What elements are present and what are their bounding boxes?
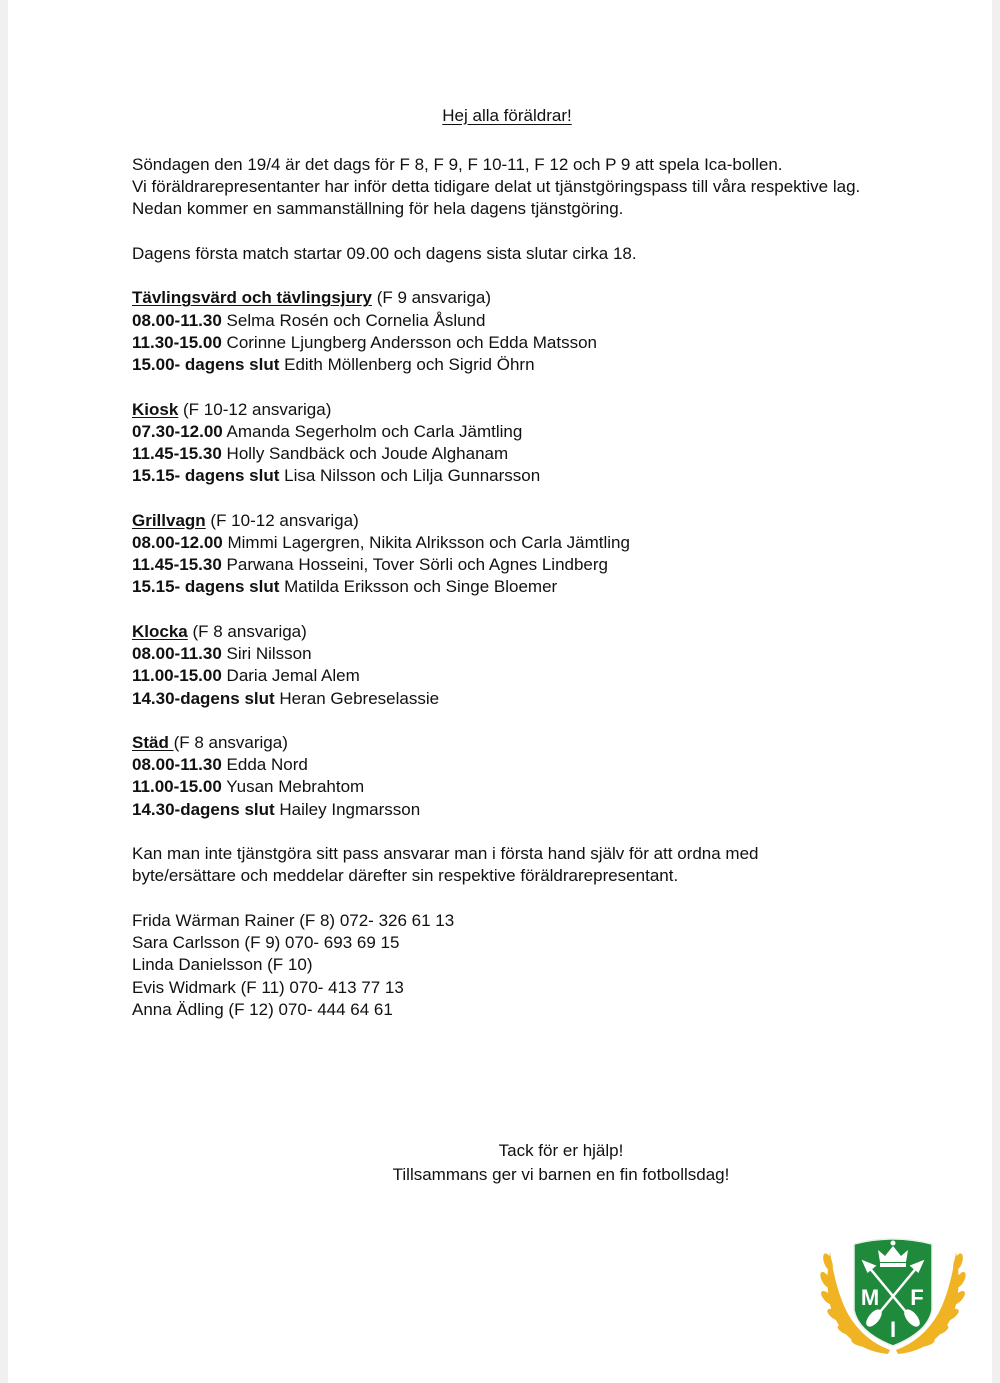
shift-names: Edith Möllenberg och Sigrid Öhrn [279, 355, 535, 375]
shift-row [132, 554, 862, 576]
shift-row [132, 332, 862, 354]
section-note: (F 10-12 ansvariga) [178, 399, 332, 419]
duty-section [132, 732, 862, 821]
shift-row [132, 465, 862, 487]
shift-time: 11.00-15.00 [132, 666, 222, 686]
shift-row [132, 688, 862, 710]
section-note: (F 8 ansvariga) [173, 733, 288, 752]
duty-section [132, 399, 862, 488]
logo-letter-m: M [860, 1285, 880, 1310]
shift-row [132, 310, 862, 332]
shift-names: Lisa Nilsson och Lilja Gunnarsson [279, 466, 541, 486]
shift-time: 11.00-15.00 [132, 777, 222, 797]
shift-time: 08.00-11.30 [132, 310, 222, 330]
shift-names: Holly Sandbäck och Joude Alghanam [221, 444, 509, 463]
section-title: Tävlingsvärd och tävlingsjury [132, 288, 372, 308]
section-title: Kiosk [132, 399, 179, 419]
contact-item: Sara Carlsson (F 9) 070- 693 69 15 [132, 933, 400, 953]
club-logo [818, 1232, 968, 1362]
shift-names: Matilda Eriksson och Singe Bloemer [279, 577, 558, 597]
responsibility-text: Kan man inte tjänstgöra sitt pass ansvarar man i första hand själv för att ordna med [132, 844, 759, 864]
shift-row [132, 443, 862, 465]
shift-time: 08.00-12.00 [132, 532, 223, 552]
contact-item: Linda Danielsson (F 10) [132, 955, 313, 975]
section-title: Klocka [132, 621, 188, 641]
shift-time: 08.00-11.30 [132, 644, 222, 664]
shift-names: Daria Jemal Alem [221, 666, 360, 686]
shift-row [132, 754, 862, 776]
logo-letter-i: I [889, 1317, 897, 1342]
logo-letter-f: F [910, 1285, 924, 1310]
thanks-line: Tillsammans ger vi barnen en fin fotbollsdag! [392, 1165, 730, 1184]
document-body [132, 154, 862, 1021]
shift-time: 11.45-15.30 [132, 444, 222, 463]
duty-section [132, 510, 862, 599]
contact-list [132, 910, 862, 1021]
page-title: Hej alla föräldrar! [442, 106, 572, 125]
shift-row [132, 532, 862, 554]
shift-time: 15.00- dagens slut [132, 355, 280, 375]
section-note: (F 10-12 ansvariga) [205, 510, 359, 530]
responsibility-text: byte/ersättare och meddelar därefter sin respektive föräldrarepresentant. [132, 866, 679, 886]
shift-time: 08.00-11.30 [132, 755, 222, 775]
shift-time: 15.15- dagens slut [132, 577, 280, 597]
shift-names: Amanda Segerholm och Carla Jämtling [222, 421, 523, 441]
intro-line: Nedan kommer en sammanställning för hela dagens tjänstgöring. [132, 199, 624, 219]
contact-item: Evis Widmark (F 11) 070- 413 77 13 [132, 977, 404, 997]
shift-names: Selma Rosén och Cornelia Åslund [221, 310, 486, 330]
shift-names: Edda Nord [221, 755, 308, 775]
duty-section [132, 287, 862, 376]
shift-time: 15.15- dagens slut [132, 466, 280, 486]
shift-names: Hailey Ingmarsson [274, 799, 421, 819]
intro-line: Söndagen den 19/4 är det dags för F 8, F 9, F 10-11, F 12 och P 9 att spela Ica-bollen. [132, 155, 783, 174]
shift-names: Corinne Ljungberg Andersson och Edda Matsson [221, 332, 597, 352]
shift-row [132, 776, 862, 798]
intro-line: Vi föräldrarepresentanter har inför detta tidigare delat ut tjänstgöringspass till våra respektive lag. [132, 177, 861, 197]
shift-row [132, 421, 862, 443]
section-note: (F 8 ansvariga) [187, 621, 307, 641]
shift-names: Siri Nilsson [221, 644, 312, 664]
shift-row [132, 576, 862, 598]
schedule-note: Dagens första match startar 09.00 och dagens sista slutar cirka 18. [132, 243, 637, 263]
contact-item: Anna Ädling (F 12) 070- 444 64 61 [132, 999, 393, 1019]
thanks-line: Tack för er hjälp! [498, 1141, 624, 1160]
shift-time: 11.45-15.30 [132, 555, 222, 575]
shift-names: Yusan Mebrahtom [221, 777, 365, 797]
shift-time: 14.30-dagens slut [132, 688, 275, 708]
section-title: Grillvagn [132, 510, 206, 530]
shift-row [132, 354, 862, 376]
shift-row [132, 799, 862, 821]
section-title: Städ [132, 733, 174, 752]
shift-row [132, 643, 862, 665]
shift-time: 07.30-12.00 [132, 421, 223, 441]
shift-time: 11.30-15.00 [132, 332, 222, 352]
shift-row [132, 665, 862, 687]
duty-section [132, 621, 862, 710]
contact-item: Frida Wärman Rainer (F 8) 072- 326 61 13 [132, 910, 455, 930]
shift-time: 14.30-dagens slut [132, 799, 275, 819]
document-page [8, 0, 992, 1383]
section-note: (F 9 ansvariga) [371, 288, 492, 308]
shift-names: Heran Gebreselassie [274, 688, 440, 708]
shift-names: Mimmi Lagergren, Nikita Alriksson och Carla Jämtling [222, 532, 630, 552]
thanks-message [308, 1139, 814, 1187]
shift-names: Parwana Hosseini, Tover Sörli och Agnes Lindberg [221, 555, 608, 575]
